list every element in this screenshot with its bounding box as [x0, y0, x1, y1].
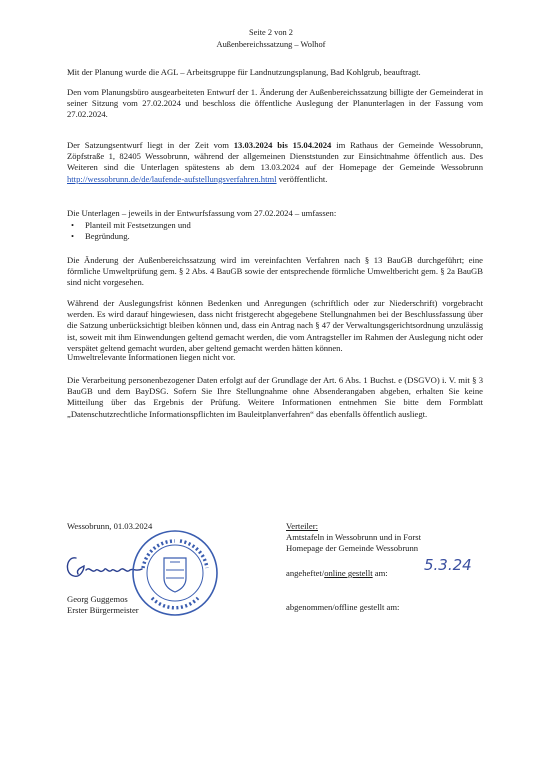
removed-line: abgenommen/offline gestellt am:	[286, 602, 400, 612]
attached-line	[286, 568, 388, 578]
page-number: Seite 2 von 2	[249, 28, 293, 37]
distribution-title: Verteiler:	[286, 521, 318, 531]
planning-paragraph: Mit der Planung wurde die AGL – Arbeitsgruppe für Landnutzungsplanung, Bad Kohlgrub, beauftragt.	[67, 67, 421, 77]
display-dates: 13.03.2024 bis 15.04.2024	[233, 140, 332, 150]
procedure-paragraph: Die Änderung der Außenbereichssatzung wird im vereinfachten Verfahren nach § 13 BauGB durchgeführt; eine förmliche Umweltprüfung gem. § 2 Abs. 4 BauGB sowie der entsprechende förmliche Umweltbericht gem. § 2a BauGB sind nicht vorgesehen.	[67, 255, 483, 288]
distribution-line-2: Homepage der Gemeinde Wessobrunn	[286, 543, 419, 554]
distribution-line-1: Amtstafeln in Wessobrunn und in Forst	[286, 532, 421, 543]
documents-intro: Die Unterlagen – jeweils in der Entwurfsfassung vom 27.02.2024 – umfassen:	[67, 208, 337, 218]
privacy-paragraph: Die Verarbeitung personenbezogener Daten erfolgt auf der Grundlage der Art. 6 Abs. 1 Buchst. e (DSGVO) i. V. mit § 3 BauGB und dem BayDSG. Sofern Sie Ihre Stellungnahme ohne Absenderangaben abgeben, erhalten Sie keine Mitteilung über das Ergebnis der Prüfung. Weitere Informationen entnehmen Sie bitte dem Formblatt „Datenschutzrechtliche Informationspflichten im Bauleitplanverfahren“ das ebenfalls öffentlich ausliegt.	[67, 375, 483, 419]
display-paragraph	[67, 140, 483, 185]
objections-paragraph: Während der Auslegungsfrist können Bedenken und Anregungen (schriftlich oder zur Niederschrift) vorgebracht werden. Es wird darauf hingewiesen, dass nicht fristgerecht abgegebene Stellungnahmen bei der Beschlussfassung über die Satzung unberücksichtigt bleiben können und, dass ein Antrag nach § 47 der Verwaltungsgerichtsordnung unzulässig ist, soweit mit ihm Einwendungen geltend gemacht werden, die vom Antragsteller im Rahmen der Auslegung nicht oder verspätet geltend gemacht wurden, aber geltend gemacht werden hätten können.	[67, 298, 483, 353]
display-text-b: im Rathaus der Gemeinde Wessobrunn, Zöpfstraße 1, 82405 Wessobrunn, während der allgemeinen Dienststunden zur Einsichtnahme öffentlich aus. Des Weiteren sind die Unterlagen spätestens ab dem 13.03.2024 auf der Homepage der Gemeinde Wessobrunn	[67, 140, 483, 173]
environment-paragraph: Umweltrelevante Informationen liegen nicht vor.	[67, 352, 236, 362]
attached-online: online gestellt	[324, 568, 373, 578]
homepage-link[interactable]: http://wessobrunn.de/de/laufende-aufstellungsverfahren.html	[67, 173, 277, 184]
list-item: • Planteil mit Festsetzungen und	[67, 220, 191, 231]
display-text-a: Der Satzungsentwurf liegt in der Zeit vom	[67, 140, 234, 150]
municipal-seal	[130, 528, 220, 618]
document-subtitle: Außenbereichssatzung – Wolhof	[216, 40, 326, 49]
council-paragraph: Den vom Planungsbüro ausgearbeiteten Entwurf der 1. Änderung der Außenbereichssatzung billigte der Gemeinderat in seiner Sitzung vom 27.02.2024 und beschloss die öffentliche Auslegung der Planunterlagen in der Fassung vom 27.02.2024.	[67, 87, 483, 120]
documents-list	[67, 220, 191, 242]
signer-block	[67, 594, 139, 616]
list-item: • Begründung.	[67, 231, 191, 242]
signer-role: Erster Bürgermeister	[67, 605, 139, 616]
display-text-c: veröffentlicht.	[276, 173, 328, 184]
attached-text-c: am:	[372, 568, 388, 578]
place-date: Wessobrunn, 01.03.2024	[67, 521, 153, 531]
attached-text-a: angeheftet/	[286, 568, 325, 578]
signer-name: Georg Guggemos	[67, 594, 128, 604]
distribution-block	[286, 521, 421, 555]
handwritten-date: 5.3.24	[424, 556, 472, 574]
